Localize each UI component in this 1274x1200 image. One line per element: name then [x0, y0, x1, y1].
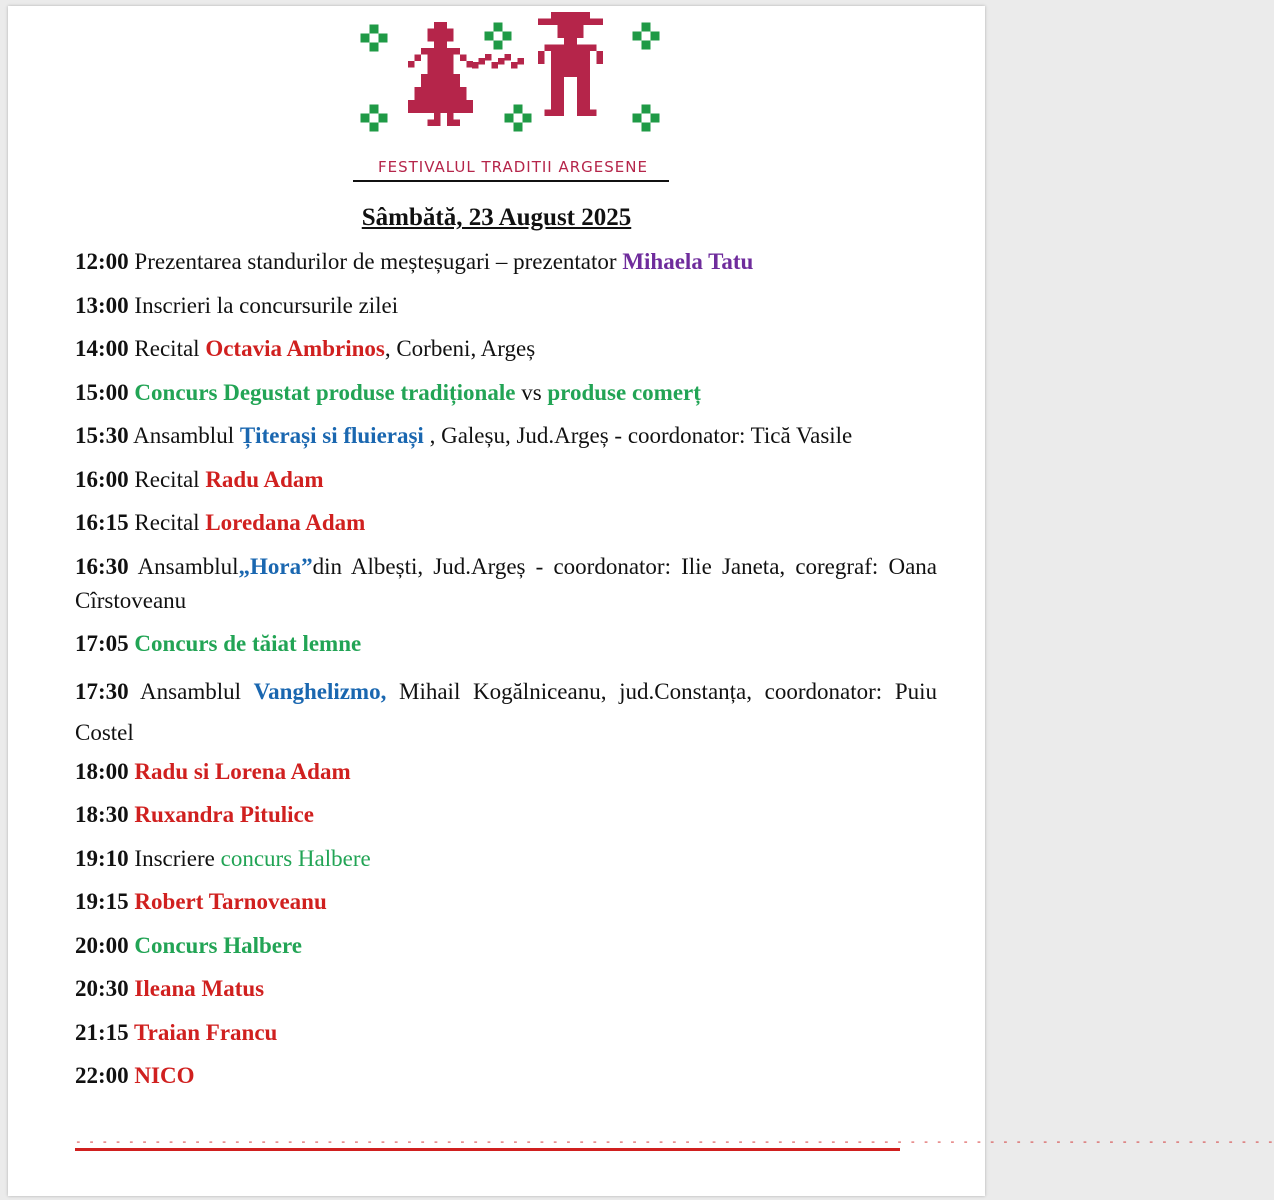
schedule-highlight: Mihaela Tatu — [622, 249, 754, 274]
schedule-time: 17:30 — [75, 678, 129, 704]
solid-divider — [75, 1148, 900, 1151]
schedule-time: 21:15 — [75, 1019, 129, 1045]
schedule-text: Mihail Kogălniceanu, jud.Constanța, coordonator: Puiu Costel — [75, 678, 937, 745]
schedule-highlight: concurs Halbere — [220, 845, 371, 871]
schedule-highlight: Vanghelizmo, — [253, 678, 387, 704]
schedule-item — [75, 245, 937, 279]
schedule-time: 18:00 — [75, 758, 129, 784]
schedule-text: Ansamblul — [128, 553, 239, 579]
schedule-item — [75, 332, 937, 366]
schedule-item — [75, 419, 937, 453]
schedule-highlight: Radu si Lorena Adam — [128, 758, 351, 784]
schedule-time: 13:00 — [75, 292, 129, 318]
schedule-highlight: Ileana Matus — [128, 976, 265, 1001]
schedule-highlight: Traian Francu — [128, 1019, 278, 1045]
schedule-text: Prezentarea standurilor de meșteșugari – prezentator — [128, 249, 623, 274]
schedule-text: Ansamblul — [128, 678, 254, 704]
schedule-text: , Galeșu, Jud.Argeș - coordonator: Tică Vasile — [423, 423, 853, 448]
schedule-item — [75, 376, 937, 410]
schedule-item — [75, 755, 937, 789]
schedule-item — [75, 1016, 937, 1050]
schedule-highlight: Octavia Ambrinos — [205, 336, 385, 361]
schedule-item — [75, 463, 937, 497]
program-page — [8, 6, 1274, 1196]
schedule-highlight: Concurs Halbere — [128, 932, 303, 958]
schedule-time: 22:00 — [75, 1063, 129, 1088]
schedule-highlight: Concurs Degustat produse tradiționale — [128, 379, 516, 405]
schedule-highlight: Loredana Adam — [205, 510, 366, 535]
schedule-text: Recital — [128, 510, 206, 535]
schedule-highlight: NICO — [128, 1063, 195, 1088]
schedule-text: , Corbeni, Argeș — [384, 336, 536, 361]
schedule-time: 20:30 — [75, 976, 129, 1001]
logo-underline — [353, 180, 669, 182]
schedule-item — [75, 798, 937, 832]
schedule-highlight: produse comerț — [547, 379, 701, 405]
schedule-time: 19:15 — [75, 889, 129, 914]
day-title: Sâmbătă, 23 August 2025 — [361, 204, 632, 231]
schedule-highlight: „Hora” — [238, 553, 313, 579]
schedule-text: Recital — [128, 466, 206, 492]
schedule-text: Ansamblul — [128, 423, 240, 448]
dashed-divider: - - - - - - - - - - - - - - - - - - - - - - - - - - - - - - - - - - - - - - - - - - - - - - - - - - - - - - - - - - - - - - - - - - - - - - - - - - - - - - - - - - - - - - - - - - - — [75, 1135, 1274, 1148]
schedule-item — [75, 842, 937, 876]
schedule-item — [75, 671, 937, 753]
schedule-time: 17:05 — [75, 631, 129, 656]
schedule-text: vs — [515, 379, 548, 405]
schedule-time: 16:30 — [75, 553, 129, 579]
schedule-time: 12:00 — [75, 249, 129, 274]
schedule-text: din Albești, Jud.Argeș - coordonator: Ilie Janeta, coregraf: Oana Cîrstoveanu — [75, 553, 937, 613]
schedule-item — [75, 627, 937, 661]
schedule-time: 14:00 — [75, 336, 129, 361]
schedule-time: 18:30 — [75, 802, 129, 827]
schedule-item — [75, 289, 937, 323]
schedule-text: Inscriere — [128, 845, 221, 871]
schedule-time: 16:15 — [75, 510, 129, 535]
schedule-text: Inscrieri la concursurile zilei — [128, 292, 399, 318]
schedule-time: 20:00 — [75, 932, 129, 958]
schedule-highlight: Concurs de tăiat lemne — [128, 631, 362, 656]
festival-name: FESTIVALUL TRADITII ARGESENE — [378, 158, 648, 176]
schedule-item — [75, 885, 937, 919]
schedule-highlight: Ruxandra Pitulice — [128, 802, 314, 827]
schedule-time: 16:00 — [75, 466, 129, 492]
schedule-item — [75, 1059, 937, 1093]
schedule-item — [75, 506, 937, 540]
schedule-time: 19:10 — [75, 845, 129, 871]
schedule-item — [75, 550, 937, 618]
schedule-item — [75, 972, 937, 1006]
schedule-highlight: Robert Tarnoveanu — [128, 889, 327, 914]
schedule-highlight: Radu Adam — [205, 466, 324, 492]
schedule-list — [75, 245, 937, 1103]
schedule-text: Recital — [128, 336, 206, 361]
schedule-time: 15:00 — [75, 379, 129, 405]
schedule-time: 15:30 — [75, 423, 129, 448]
schedule-item — [75, 929, 937, 963]
schedule-highlight: Țiterași si fluierași — [239, 423, 424, 448]
